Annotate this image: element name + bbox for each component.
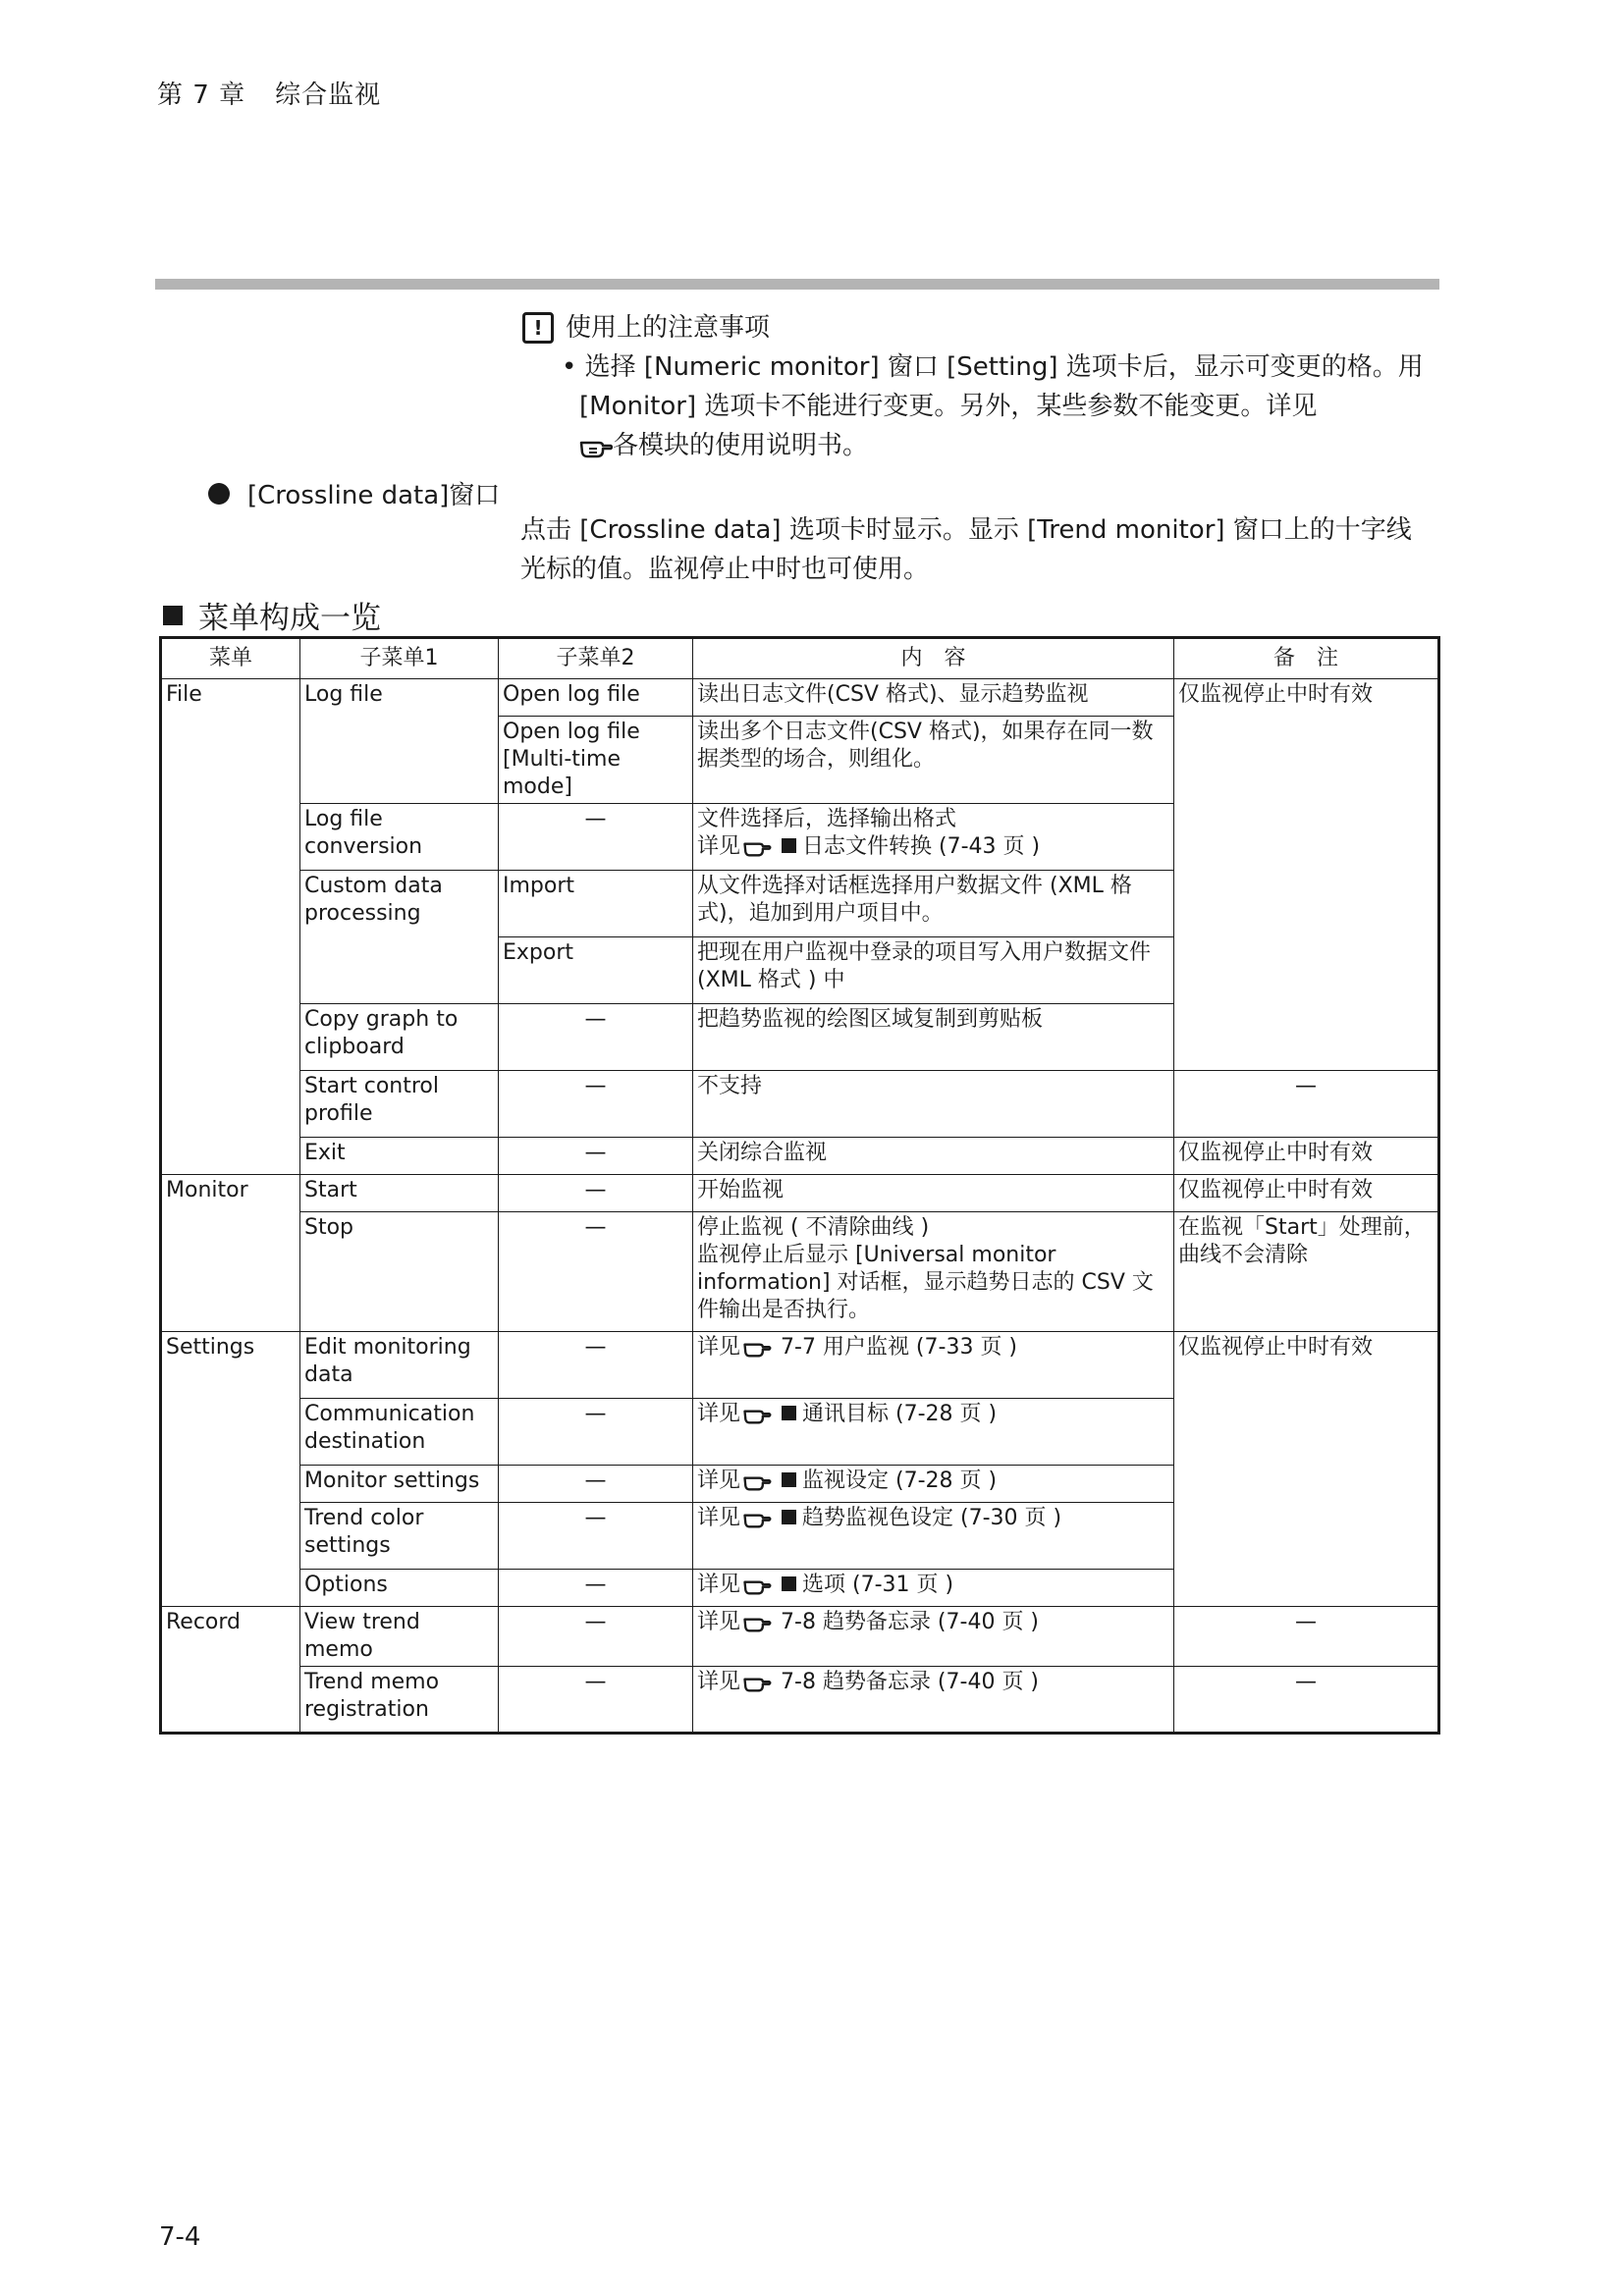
- chapter-number: 第 7 章: [157, 80, 246, 110]
- ref-prefix: 详见: [697, 1610, 741, 1634]
- content-cell: [693, 1399, 1174, 1466]
- pointing-hand-icon: [579, 435, 613, 458]
- sub1-cell: Exit: [300, 1138, 499, 1175]
- square-bullet-icon: [782, 1510, 796, 1524]
- table-row: [161, 1175, 1439, 1212]
- note-line-2: [Monitor] 选项卡不能进行变更。另外，某些参数不能变更。详见: [579, 392, 1318, 421]
- sub1-cell: Trend memo registration: [300, 1667, 499, 1734]
- sub1-cell: Trend color settings: [300, 1503, 499, 1570]
- table-row: [161, 1212, 1439, 1332]
- note-title: 使用上的注意事项: [566, 313, 771, 343]
- pointing-hand-icon: [742, 1471, 772, 1491]
- col-header-content: 内 容: [693, 638, 1174, 679]
- content-cell: [693, 1503, 1174, 1570]
- sub2-cell: —: [499, 1332, 693, 1399]
- note-cell: 仅监视停止中时有效: [1174, 1332, 1439, 1607]
- menu-table: [159, 636, 1440, 1735]
- pointing-hand-icon: [742, 1673, 772, 1692]
- col-header-menu: 菜单: [161, 638, 300, 679]
- content-cell: [693, 1667, 1174, 1734]
- ref-text: 7-7 用户监视 (7-33 页 ): [781, 1335, 1018, 1360]
- sub2-cell: Open log file [Multi-time mode]: [499, 717, 693, 804]
- square-bullet-icon: [782, 1472, 796, 1487]
- note-cell: 仅监视停止中时有效: [1174, 1138, 1439, 1175]
- square-bullet-icon: [163, 606, 183, 625]
- content-cell: 读出日志文件(CSV 格式)、显示趋势监视: [693, 679, 1174, 717]
- sub2-cell: Import: [499, 871, 693, 937]
- content-cell: 从文件选择对话框选择用户数据文件 (XML 格式)，追加到用户项目中。: [693, 871, 1174, 937]
- sub2-cell: —: [499, 1138, 693, 1175]
- ref-prefix: 详见: [697, 1573, 741, 1597]
- menu-cell: Monitor: [161, 1175, 300, 1332]
- ref-text: 日志文件转换 (7-43 页 ): [802, 834, 1041, 859]
- content-cell: 读出多个日志文件(CSV 格式)，如果存在同一数据类型的场合，则组化。: [693, 717, 1174, 804]
- pointing-hand-icon: [742, 1613, 772, 1632]
- ref-text: 趋势监视色设定 (7-30 页 ): [802, 1506, 1062, 1530]
- sub1-cell: Log file: [300, 679, 499, 804]
- ref-text: 通讯目标 (7-28 页 ): [802, 1402, 998, 1426]
- content-cell: [693, 1466, 1174, 1503]
- note-line-1: • 选择 [Numeric monitor] 窗口 [Setting] 选项卡后，显示可变更的格。用: [562, 352, 1424, 382]
- content-cell: [693, 804, 1174, 871]
- sub1-cell: Edit monitoring data: [300, 1332, 499, 1399]
- content-cell: [693, 1607, 1174, 1667]
- caution-note: [522, 308, 1445, 465]
- note-cell: —: [1174, 1667, 1439, 1734]
- pointing-hand-icon: [742, 1509, 772, 1528]
- square-bullet-icon: [782, 1576, 796, 1591]
- note-line-3: 各模块的使用说明书。: [613, 431, 869, 460]
- sub2-cell: —: [499, 1503, 693, 1570]
- crossline-desc-line-2: 光标的值。监视停止中时也可使用。: [520, 555, 930, 584]
- table-row: [161, 1607, 1439, 1667]
- ref-text: 7-8 趋势备忘录 (7-40 页 ): [781, 1670, 1040, 1694]
- sub1-cell: Options: [300, 1570, 499, 1607]
- content-cell: 把现在用户监视中登录的项目写入用户数据文件 (XML 格式 ) 中: [693, 937, 1174, 1004]
- table-row: [161, 1667, 1439, 1734]
- crossline-heading: [208, 475, 500, 511]
- ref-prefix: 详见: [697, 834, 741, 859]
- crossline-desc-line-1: 点击 [Crossline data] 选项卡时显示。显示 [Trend monitor] 窗口上的十字线: [520, 515, 1412, 545]
- table-header-row: [161, 638, 1439, 679]
- sub2-cell: —: [499, 1004, 693, 1071]
- col-header-sub1: 子菜单1: [300, 638, 499, 679]
- ref-text: 监视设定 (7-28 页 ): [802, 1468, 998, 1493]
- content-cell: 把趋势监视的绘图区域复制到剪贴板: [693, 1004, 1174, 1071]
- chapter-header: [157, 75, 381, 111]
- caution-icon: !: [522, 312, 554, 344]
- sub1-cell: Communication destination: [300, 1399, 499, 1466]
- sub1-cell: Start control profile: [300, 1071, 499, 1138]
- ref-text: 选项 (7-31 页 ): [802, 1573, 954, 1597]
- sub1-cell: View trend memo: [300, 1607, 499, 1667]
- content-line-1: 文件选择后，选择输出格式: [697, 807, 957, 831]
- section-rule: [155, 279, 1439, 290]
- sub1-cell: Custom data processing: [300, 871, 499, 1004]
- menu-cell: File: [161, 679, 300, 1175]
- sub1-cell: Start: [300, 1175, 499, 1212]
- ref-prefix: 详见: [697, 1335, 741, 1360]
- col-header-note: 备 注: [1174, 638, 1439, 679]
- table-row: [161, 679, 1439, 717]
- square-bullet-icon: [782, 1406, 796, 1420]
- pointing-hand-icon: [742, 1405, 772, 1424]
- table-row: [161, 1332, 1439, 1399]
- pointing-hand-icon: [742, 1338, 772, 1358]
- sub2-cell: —: [499, 1071, 693, 1138]
- content-cell: 停止监视 ( 不清除曲线 ) 监视停止后显示 [Universal monitor information] 对话框，显示趋势日志的 CSV 文件输出是否执行。: [693, 1212, 1174, 1332]
- menu-list-heading-text: 菜单构成一览: [198, 601, 381, 636]
- ref-prefix: 详见: [697, 1468, 741, 1493]
- crossline-heading-text: [Crossline data]窗口: [247, 481, 501, 510]
- crossline-description: [520, 510, 1434, 589]
- sub2-cell: —: [499, 804, 693, 871]
- content-cell: [693, 1570, 1174, 1607]
- menu-cell: Record: [161, 1607, 300, 1734]
- ref-prefix: 详见: [697, 1670, 741, 1694]
- sub2-cell: —: [499, 1570, 693, 1607]
- sub1-cell: Stop: [300, 1212, 499, 1332]
- ref-prefix: 详见: [697, 1402, 741, 1426]
- sub2-cell: —: [499, 1175, 693, 1212]
- note-line-3-wrap: [579, 426, 1445, 465]
- sub2-cell: Export: [499, 937, 693, 1004]
- square-bullet-icon: [782, 838, 796, 853]
- sub2-cell: —: [499, 1667, 693, 1734]
- sub1-cell: Monitor settings: [300, 1466, 499, 1503]
- content-cell: 开始监视: [693, 1175, 1174, 1212]
- note-cell: 仅监视停止中时有效: [1174, 679, 1439, 1071]
- note-cell: 仅监视停止中时有效: [1174, 1175, 1439, 1212]
- ref-prefix: 详见: [697, 1506, 741, 1530]
- menu-list-heading: [163, 593, 381, 637]
- note-cell: —: [1174, 1071, 1439, 1138]
- sub1-cell: Copy graph to clipboard: [300, 1004, 499, 1071]
- sub2-cell: —: [499, 1466, 693, 1503]
- pointing-hand-icon: [742, 837, 772, 857]
- bullet-dot-icon: [208, 483, 230, 505]
- content-cell: 不支持: [693, 1071, 1174, 1138]
- sub2-cell: —: [499, 1607, 693, 1667]
- chapter-title: 综合监视: [275, 80, 382, 110]
- sub2-cell: Open log file: [499, 679, 693, 717]
- menu-cell: Settings: [161, 1332, 300, 1607]
- content-cell: 关闭综合监视: [693, 1138, 1174, 1175]
- ref-text: 7-8 趋势备忘录 (7-40 页 ): [781, 1610, 1040, 1634]
- sub2-cell: —: [499, 1399, 693, 1466]
- page-number: 7-4: [159, 2222, 201, 2252]
- col-header-sub2: 子菜单2: [499, 638, 693, 679]
- table-row: [161, 1071, 1439, 1138]
- note-cell: —: [1174, 1607, 1439, 1667]
- note-cell: 在监视「Start」处理前，曲线不会清除: [1174, 1212, 1439, 1332]
- sub1-cell: Log file conversion: [300, 804, 499, 871]
- pointing-hand-icon: [742, 1575, 772, 1595]
- table-row: [161, 1138, 1439, 1175]
- sub2-cell: —: [499, 1212, 693, 1332]
- content-cell: [693, 1332, 1174, 1399]
